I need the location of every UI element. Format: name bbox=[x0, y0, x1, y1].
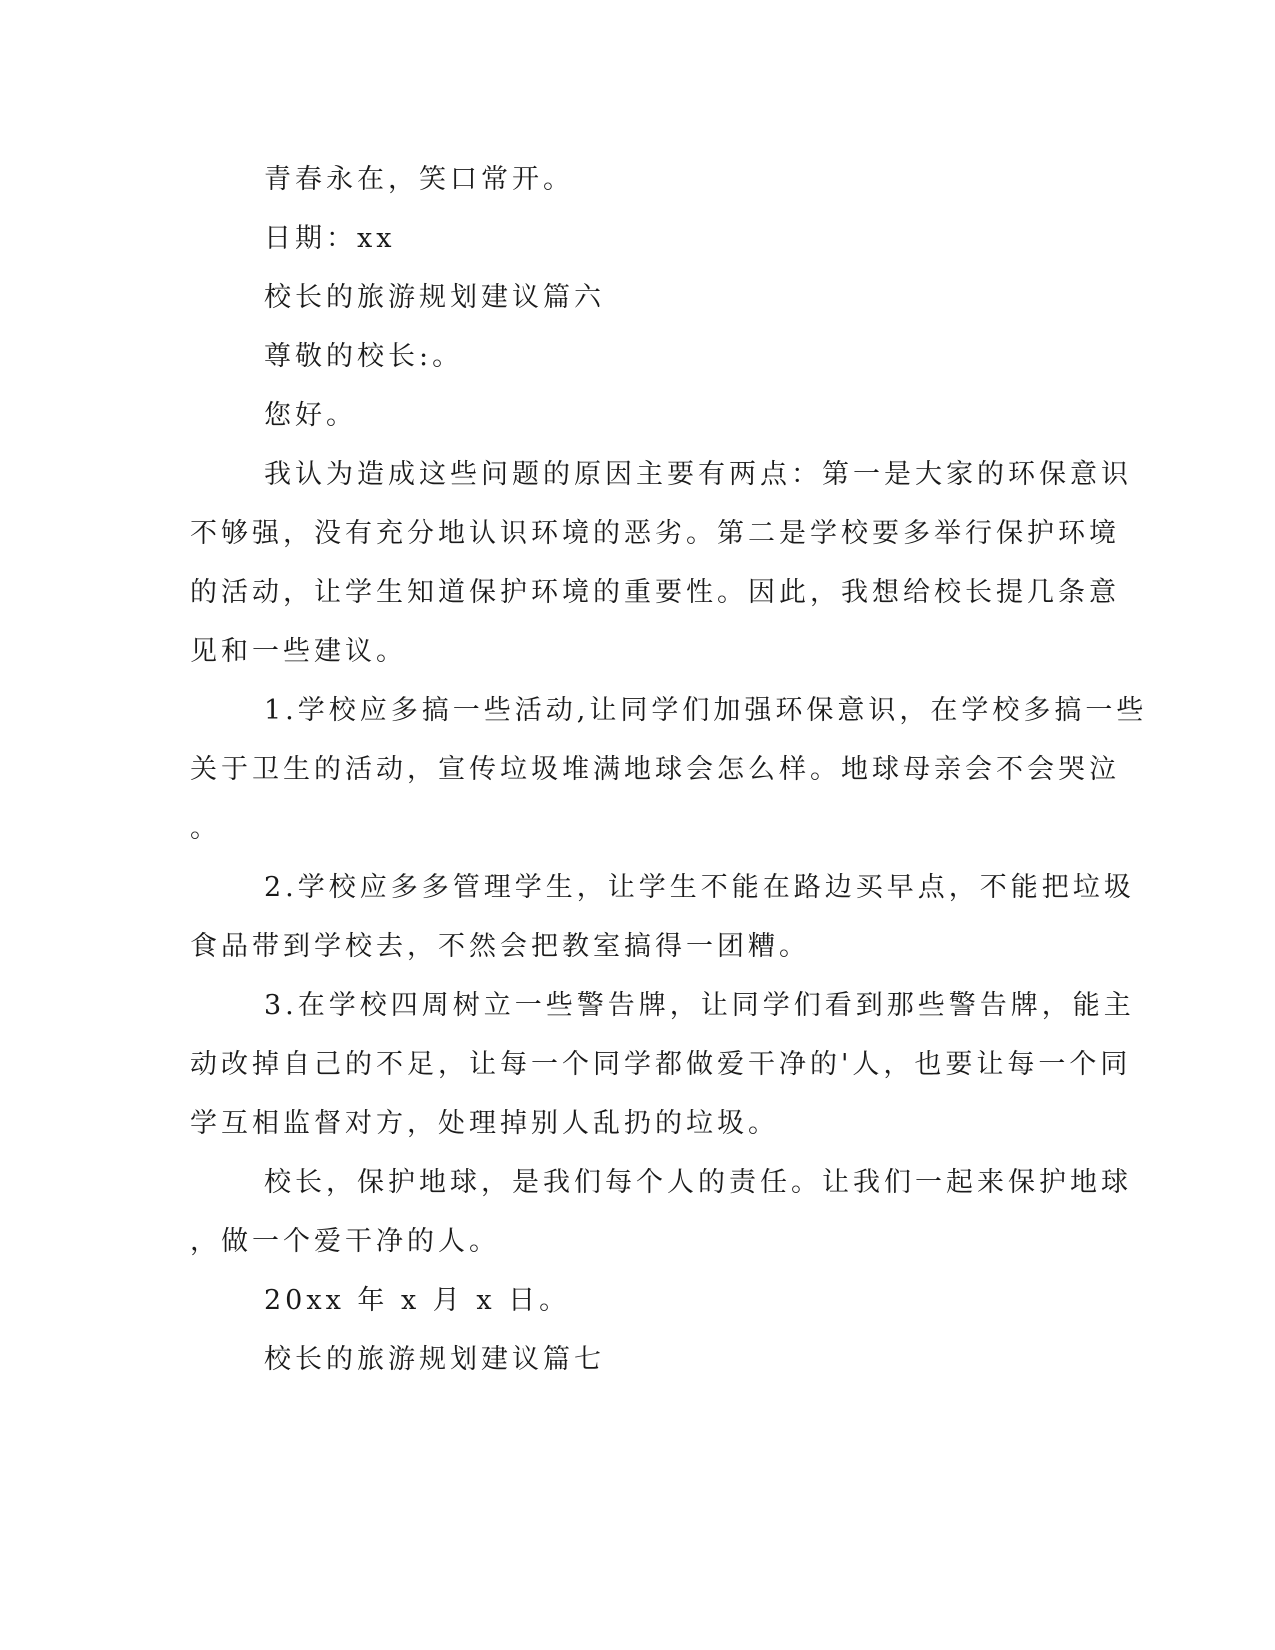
suggestion-3-line: 学互相监督对方，处理掉别人乱扔的垃圾。 bbox=[190, 1108, 779, 1139]
closing-wish: 青春永在，笑口常开。 bbox=[264, 164, 574, 195]
salutation: 尊敬的校长:。 bbox=[264, 341, 464, 372]
suggestion-2-line: 2.学校应多多管理学生，让学生不能在路边买早点，不能把垃圾 bbox=[264, 872, 1135, 903]
paragraph-line: 见和一些建议。 bbox=[190, 636, 407, 667]
suggestion-2-line: 食品带到学校去，不然会把教室搞得一团糟。 bbox=[190, 931, 810, 962]
letter-date: 20xx 年 x 月 x 日。 bbox=[264, 1285, 571, 1316]
section-heading-7: 校长的旅游规划建议篇七 bbox=[264, 1344, 605, 1375]
date-line: 日期：xx bbox=[264, 223, 396, 254]
suggestion-3-line: 动改掉自己的不足，让每一个同学都做爱干净的'人，也要让每一个同 bbox=[190, 1049, 1132, 1080]
conclusion-line: 校长，保护地球，是我们每个人的责任。让我们一起来保护地球 bbox=[264, 1167, 1132, 1198]
greeting: 您好。 bbox=[264, 400, 357, 431]
conclusion-line: ，做一个爱干净的人。 bbox=[190, 1226, 500, 1257]
paragraph-line: 不够强，没有充分地认识环境的恶劣。第二是学校要多举行保护环境 bbox=[190, 518, 1120, 549]
suggestion-3-line: 3.在学校四周树立一些警告牌，让同学们看到那些警告牌，能主 bbox=[264, 990, 1135, 1021]
suggestion-1-line: 。 bbox=[190, 813, 221, 844]
paragraph-line: 的活动，让学生知道保护环境的重要性。因此，我想给校长提几条意 bbox=[190, 577, 1120, 608]
suggestion-1-line: 关于卫生的活动，宣传垃圾堆满地球会怎么样。地球母亲会不会哭泣 bbox=[190, 754, 1120, 785]
suggestion-1-line: 1.学校应多搞一些活动,让同学们加强环保意识，在学校多搞一些 bbox=[264, 695, 1148, 726]
paragraph-line: 我认为造成这些问题的原因主要有两点：第一是大家的环保意识 bbox=[264, 459, 1132, 490]
section-heading-6: 校长的旅游规划建议篇六 bbox=[264, 282, 605, 313]
